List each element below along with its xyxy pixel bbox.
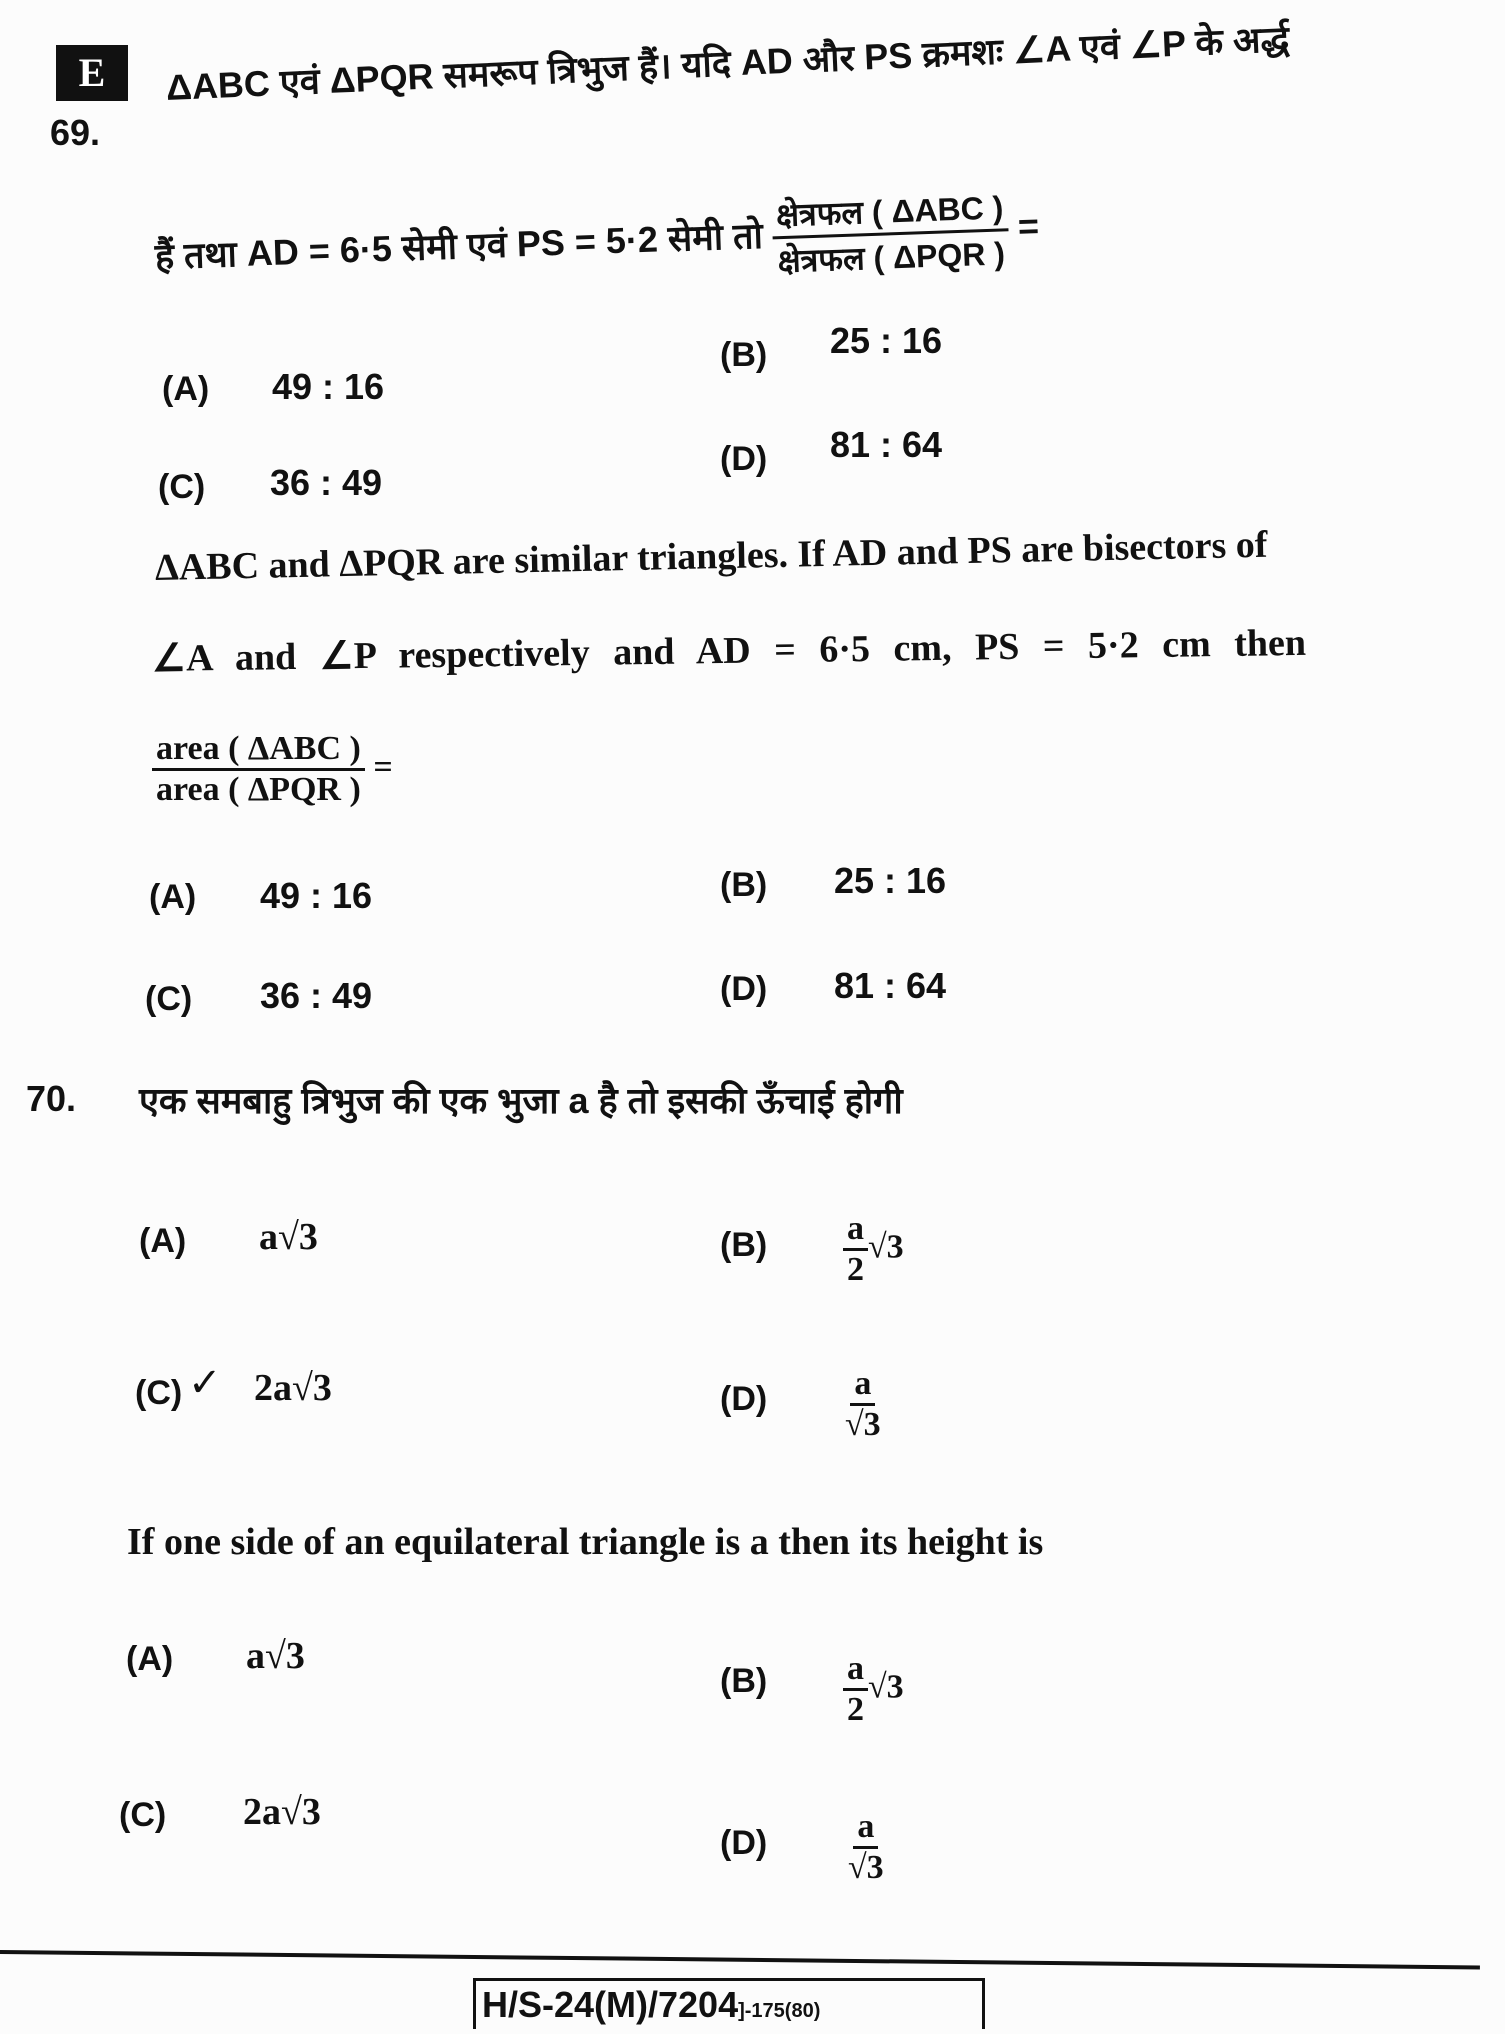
q70-english-text: If one side of an equilateral triangle is a then its height is (127, 1521, 1044, 1563)
fraction-denominator: 2 (847, 1251, 864, 1288)
option-label: (C) (145, 980, 193, 1018)
option-value: 81 : 64 (834, 965, 947, 1006)
option-label: (D) (720, 1824, 768, 1862)
option-value (843, 1650, 904, 1729)
option-value: 2a√3 (243, 1791, 321, 1833)
option-label: (B) (720, 336, 768, 374)
paper-code-suffix: ]-175(80) (738, 2000, 821, 2022)
option-value: 25 : 16 (834, 860, 947, 901)
option-value: 49 : 16 (260, 875, 373, 916)
equals-sign: = (1017, 205, 1040, 247)
q70-hindi-text: एक समबाहु त्रिभुज की एक भुजा a है तो इसकी ऊँचाई होगी (139, 1080, 903, 1121)
option-value: a√3 (246, 1635, 305, 1677)
question-number-69: 69. (50, 112, 101, 153)
section-badge: E (56, 45, 128, 101)
fraction-numerator: area ( ΔABC ) (152, 730, 365, 771)
q69-english-line1: ΔABC and ΔPQR are similar triangles. If AD and PS are bisectors of (154, 523, 1268, 589)
sqrt-suffix: √3 (868, 1668, 904, 1706)
option-value: 49 : 16 (272, 366, 385, 407)
fraction-denominator: 2 (847, 1691, 864, 1728)
option-label: (C) (119, 1796, 167, 1834)
option-label: (B) (720, 1662, 768, 1700)
question-number-70: 70. (26, 1078, 77, 1119)
fraction-denominator: √3 (848, 1849, 884, 1886)
q69-english-fraction (152, 730, 393, 809)
option-label: (D) (720, 970, 768, 1008)
option-label: (A) (126, 1640, 174, 1678)
option-value (843, 1210, 904, 1289)
option-value: a√3 (259, 1216, 318, 1258)
fraction-denominator: क्षेत्रफल ( ΔPQR ) (777, 235, 1006, 280)
option-label: (C) (135, 1374, 183, 1412)
fraction-denominator: √3 (845, 1406, 881, 1443)
option-label: (A) (162, 370, 210, 408)
check-mark-icon: ✓ (188, 1361, 222, 1405)
option-value: 25 : 16 (830, 320, 943, 361)
q69-english-line2: ∠A and ∠P respectively and AD = 6·5 cm, PS = 5·2 cm then (151, 621, 1307, 680)
option-value (848, 1808, 884, 1887)
option-value (845, 1365, 881, 1444)
q69-hindi-fraction (771, 185, 1009, 282)
option-label: (B) (720, 1226, 768, 1264)
fraction-numerator: a (843, 1650, 868, 1691)
option-value: 81 : 64 (830, 424, 943, 465)
fraction-denominator: area ( ΔPQR ) (156, 771, 361, 808)
paper-code-text: H/S-24(M)/7204 (482, 1984, 739, 2025)
fraction-numerator: क्षेत्रफल ( ΔABC ) (771, 185, 1008, 239)
option-label: (C) (158, 468, 206, 506)
option-label: (B) (720, 866, 768, 904)
option-value: 36 : 49 (260, 975, 373, 1016)
equals-sign: = (373, 748, 393, 786)
option-value: 36 : 49 (270, 462, 383, 503)
q69-hindi-line1: ΔABC एवं ΔPQR समरूप त्रिभुज हैं। यदि AD और PS क्रमशः ∠A एवं ∠P के अर्द्ध (165, 17, 1291, 108)
option-label: (D) (720, 440, 768, 478)
footer-rule (0, 1950, 1480, 1969)
fraction-numerator: a (850, 1365, 875, 1406)
option-label: (A) (149, 878, 197, 916)
sqrt-suffix: √3 (868, 1228, 904, 1266)
fraction-numerator: a (843, 1210, 868, 1251)
paper-code (473, 1978, 985, 2029)
option-label: (D) (720, 1380, 768, 1418)
option-value: 2a√3 (254, 1367, 332, 1409)
q69-hindi-line2 (153, 184, 1040, 304)
q69-hindi-line2-text: हैं तथा AD = 6·5 सेमी एवं PS = 5·2 सेमी तो (154, 214, 764, 278)
option-label: (A) (139, 1222, 187, 1260)
fraction-numerator: a (853, 1808, 878, 1849)
